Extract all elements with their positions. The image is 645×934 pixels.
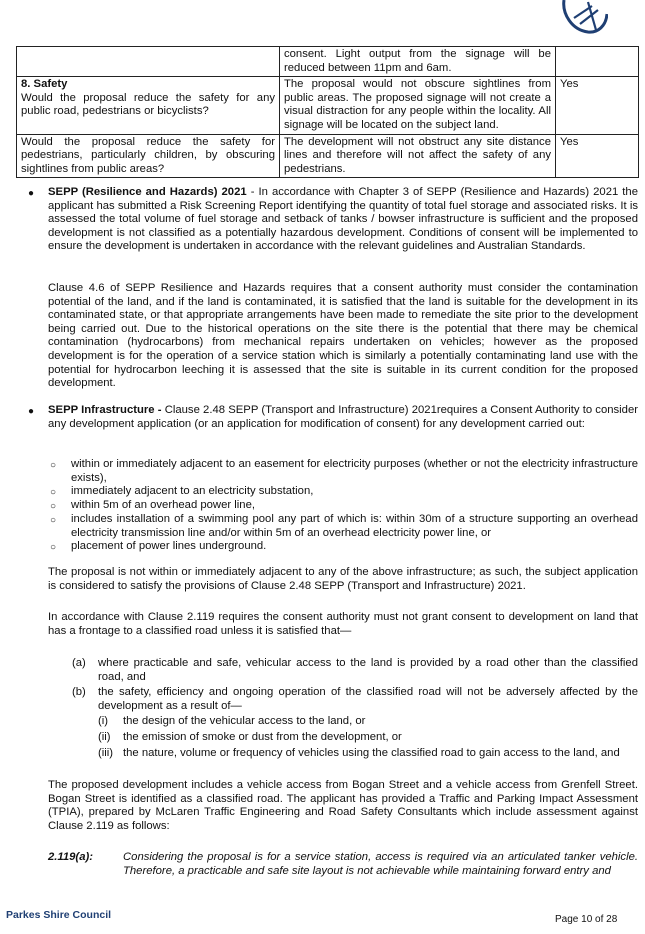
list-item: includes installation of a swimming pool any part of which is: within 30m of a structure supporting an overhead electricity transmission line and/or within 5m of an overhead electricity power line, or [71, 513, 638, 539]
table-cell [17, 77, 280, 134]
criteria-text: Would the proposal reduce the safety for any public road, pedestrians or bicyclists? [21, 91, 275, 118]
sepp-resilience-heading: SEPP (Resilience and Hazards) 2021 [48, 186, 247, 198]
sepp-infrastructure-text: Clause 2.48 SEPP (Transport and Infrastructure) 2021requires a Consent Authority to consider any development application (or an application for modification of consent) for any development carried out: [48, 404, 639, 430]
table-cell: Yes [556, 134, 639, 178]
table-cell [17, 47, 280, 77]
list-item: where practicable and safe, vehicular access to the land is provided by a road other than the classified road, and [98, 657, 638, 683]
sepp-infrastructure-heading: SEPP Infrastructure - [48, 404, 162, 416]
circle-bullet-icon: ○ [50, 460, 57, 471]
clause-2119-intro-paragraph: In accordance with Clause 2.119 requires the consent authority must not grant consent to development on land that has a frontage to a classified road unless it is satisfied that— [48, 611, 638, 637]
clause-text: Considering the proposal is for a service station, access is required via an articulated tanker vehicle. Therefore, a practicable and safe site layout is not achievable while maintaining forward entry and [123, 851, 638, 877]
table-cell: Would the proposal reduce the safety for pedestrians, particularly children, by obscuring sightlines from public areas? [17, 134, 280, 178]
list-item: within 5m of an overhead power line, [71, 499, 255, 511]
table-row [17, 47, 639, 77]
list-item: immediately adjacent to an electricity substation, [71, 485, 314, 497]
list-label: (b) [72, 686, 86, 698]
contamination-paragraph: Clause 4.6 of SEPP Resilience and Hazards requires that a consent authority must consider the contamination potential of the land, and if the land is contaminated, it is satisfied that the land is suitable for the development in its contaminated state, or that appropriate arrangements have been made to remediate the site prior to the development being carried out. Due to the historical operations on the site there is the potential that there may be chemical contamination (hydrocarbons) from mechanical repairs undertaken on vehicles; however as the proposed development is for the operation of a service station which is similarly a potentially contaminating land use with the potential for hydrocarbon leeching it is assessed that the site is suitable in its current condition for the proposed development. [48, 282, 638, 390]
table-cell: The proposal would not obscure sightlines from public areas. The proposed signage will not create a visual distraction for any people within the locality. All signage will be located on the subject land. [280, 77, 556, 134]
sepp-infrastructure-paragraph [48, 404, 638, 431]
assessment-table [16, 46, 639, 178]
council-logo-icon [560, 0, 608, 36]
clause-label: 2.119(a): [48, 851, 93, 863]
list-item: the nature, volume or frequency of vehicles using the classified road to gain access to the land, and [123, 747, 620, 759]
bullet-icon: ● [28, 406, 35, 417]
circle-bullet-icon: ○ [50, 542, 57, 553]
circle-bullet-icon: ○ [50, 501, 57, 512]
sepp-resilience-text: - In accordance with Chapter 3 of SEPP (Resilience and Hazards) 2021 the applicant has submitted a Risk Screening Report identifying the quantity of total fuel storage and associated risks. It is assessed the total volume of fuel storage and setback of tanks / bowser infrastructure is sufficient and the proposed development is not classified as a potentially hazardous development. Conditions of consent will be implemented to ensure the development is undertaken in accordance with the relevant guidelines and Australian Standards. [48, 186, 638, 253]
table-row [17, 134, 639, 178]
traffic-assessment-paragraph: The proposed development includes a vehicle access from Bogan Street and a vehicle access from Grenfell Street. Bogan Street is identified as a classified road. The applicant has provided a Traffic and Parking Impact Assessment (TPIA), prepared by McLaren Traffic Engineering and Road Safety Consultants which include assessment against Clause 2.119 as follows: [48, 779, 638, 832]
list-label: (i) [98, 715, 109, 727]
list-label: (iii) [98, 747, 114, 759]
page-number: Page 10 of 28 [555, 914, 618, 925]
list-item: within or immediately adjacent to an easement for electricity purposes (whether or not the electricity infrastructure exists), [71, 458, 638, 484]
table-row [17, 77, 639, 134]
table-cell [556, 47, 639, 77]
list-item: the emission of smoke or dust from the development, or [123, 731, 402, 743]
circle-bullet-icon: ○ [50, 487, 57, 498]
bullet-icon: ● [28, 188, 35, 199]
criteria-title: 8. Safety [21, 78, 68, 91]
table-cell: Yes [556, 77, 639, 134]
list-label: (a) [72, 657, 86, 669]
infrastructure-conclusion-paragraph: The proposal is not within or immediately adjacent to any of the above infrastructure; as such, the subject application is considered to satisfy the provisions of Clause 2.48 SEPP (Transport and Infrastructure) 2021. [48, 566, 638, 592]
table-cell: consent. Light output from the signage will be reduced between 11pm and 6am. [280, 47, 556, 77]
council-name: Parkes Shire Council [6, 909, 112, 921]
list-item: placement of power lines underground. [71, 540, 267, 552]
list-label: (ii) [98, 731, 111, 743]
list-item: the safety, efficiency and ongoing operation of the classified road will not be adversely affected by the development as a result of— [98, 686, 638, 712]
list-item: the design of the vehicular access to the land, or [123, 715, 366, 727]
table-cell: The development will not obstruct any site distance lines and therefore will not affect the safety of any pedestrians. [280, 134, 556, 178]
sepp-resilience-paragraph [48, 186, 638, 254]
circle-bullet-icon: ○ [50, 515, 57, 526]
